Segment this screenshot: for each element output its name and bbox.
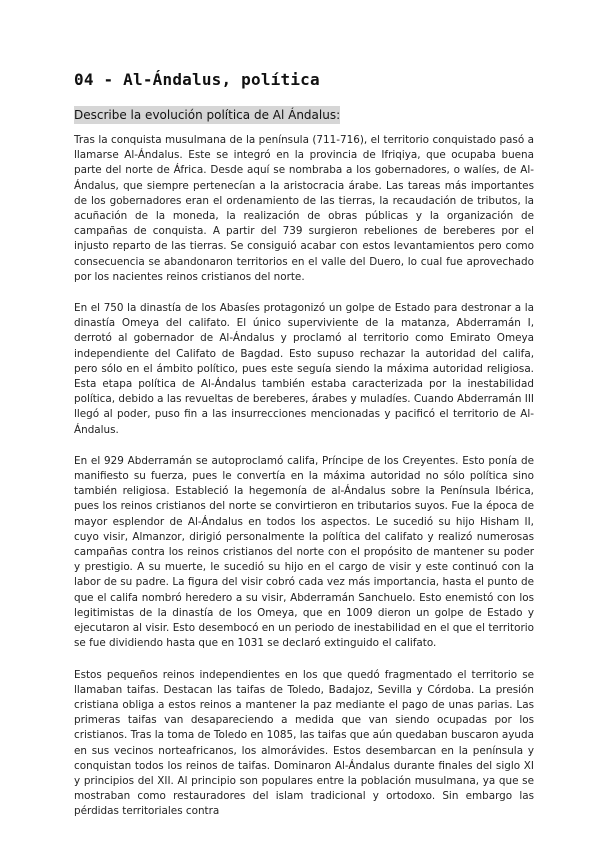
paragraph: Estos pequeños reinos independientes en los que quedó fragmentado el territorio se llamaban taifas. Destacan las taifas de Toledo, Badajoz, Sevilla y Córdoba. La presión cristiana obliga a estos reinos a mantener la paz mediante el pago de unas parias. Las primeras taifas van desapareciendo a medida que van siendo ocupadas por los cristianos. Tras la toma de Toledo en 1085, las taifas que aún quedaban buscaron ayuda en sus vecinos norteafricanos, los almorávides. Estos desembarcan en la península y conquistan todos los reinos de taifas. Dominaron Al-Ándalus durante finales del siglo XI y principios del XII. Al principio son populares entre la población musulmana, ya que se mostraban como restauradores del islam tradicional y ortodoxo. Sin embargo las pérdidas territoriales contra bbox=[74, 668, 534, 818]
paragraph: Tras la conquista musulmana de la península (711-716), el territorio conquistado pasó a llamarse Al-Ándalus. Este se integró en la provincia de Ifriqiya, que ocupaba buena parte del norte de África. Desde aquí se nombraba a los gobernadores, o walíes, de Al-Ándalus, que siempre pertenecían a la aristocracia árabe. Las tareas más importantes de los gobernadores eran el ordenamiento de las tierras, la recaudación de tributos, la acuñación de la moneda, la realización de obras públicas y la organización de campañas de conquista. A partir del 739 surgieron rebeliones de bereberes por el injusto reparto de las tierras. Se consiguió acabar con estos levantamientos pero como consecuencia se abandonaron territorios en el valle del Duero, lo cual fue aprovechado por los nacientes reinos cristianos del norte. bbox=[74, 134, 534, 283]
question-heading: Describe la evolución política de Al Ándalus: bbox=[74, 108, 341, 122]
paragraph: En el 929 Abderramán se autoproclamó califa, Príncipe de los Creyentes. Esto ponía de manifiesto su fuerza, pues le convertía en la máxima autoridad no sólo política sino también religiosa. Estableció la hegemonía de al-Ándalus sobre la Península Ibérica, pues los reinos cristianos del norte se convirtieron en tributarios suyos. Fue la época de mayor esplendor de Al-Ándalus en todos los aspectos. Le sucedió su hijo Hisham II, cuyo visir, Almanzor, dirigió personalmente la política del califato y realizó numerosas campañas contra los reinos cristianos del norte con el propósito de mantener su poder y prestigio. A su muerte, le sucedió su hijo en el cargo de visir y este continuó con la labor de su padre. La figura del visir cobró cada vez más importancia, hasta el punto de que el califa nombró heredero a su visir, Abderramán Sanchuelo. Esto enemistó con los legitimistas de la dinastía de los Omeya, que en 1009 dieron un golpe de Estado y ejecutaron al visir. Esto desembocó en un periodo de inestabilidad en el que el territorio se fue dividiendo hasta que en 1031 se declaró extinguido el califato. bbox=[74, 454, 534, 650]
document-body bbox=[74, 133, 534, 836]
page-title: 04 - Al-Ándalus, política bbox=[74, 70, 320, 89]
paragraph: En el 750 la dinastía de los Abasíes protagonizó un golpe de Estado para destronar a la dinastía Omeya del califato. El único superviviente de la matanza, Abderramán I, derrotó al gobernador de Al-Ándalus y proclamó al territorio como Emirato Omeya independiente del Califato de Bagdad. Esto supuso rechazar la autoridad del califa, pero sólo en el ámbito político, pues este seguía siendo la máxima autoridad religiosa. Esta etapa política de Al-Ándalus también estaba caracterizada por la inestabilidad política, debido a las revueltas de bereberes, árabes y muladíes. Cuando Abderramán III llegó al poder, puso fin a las insurrecciones mencionadas y pacificó el territorio de Al-Ándalus. bbox=[74, 302, 534, 436]
